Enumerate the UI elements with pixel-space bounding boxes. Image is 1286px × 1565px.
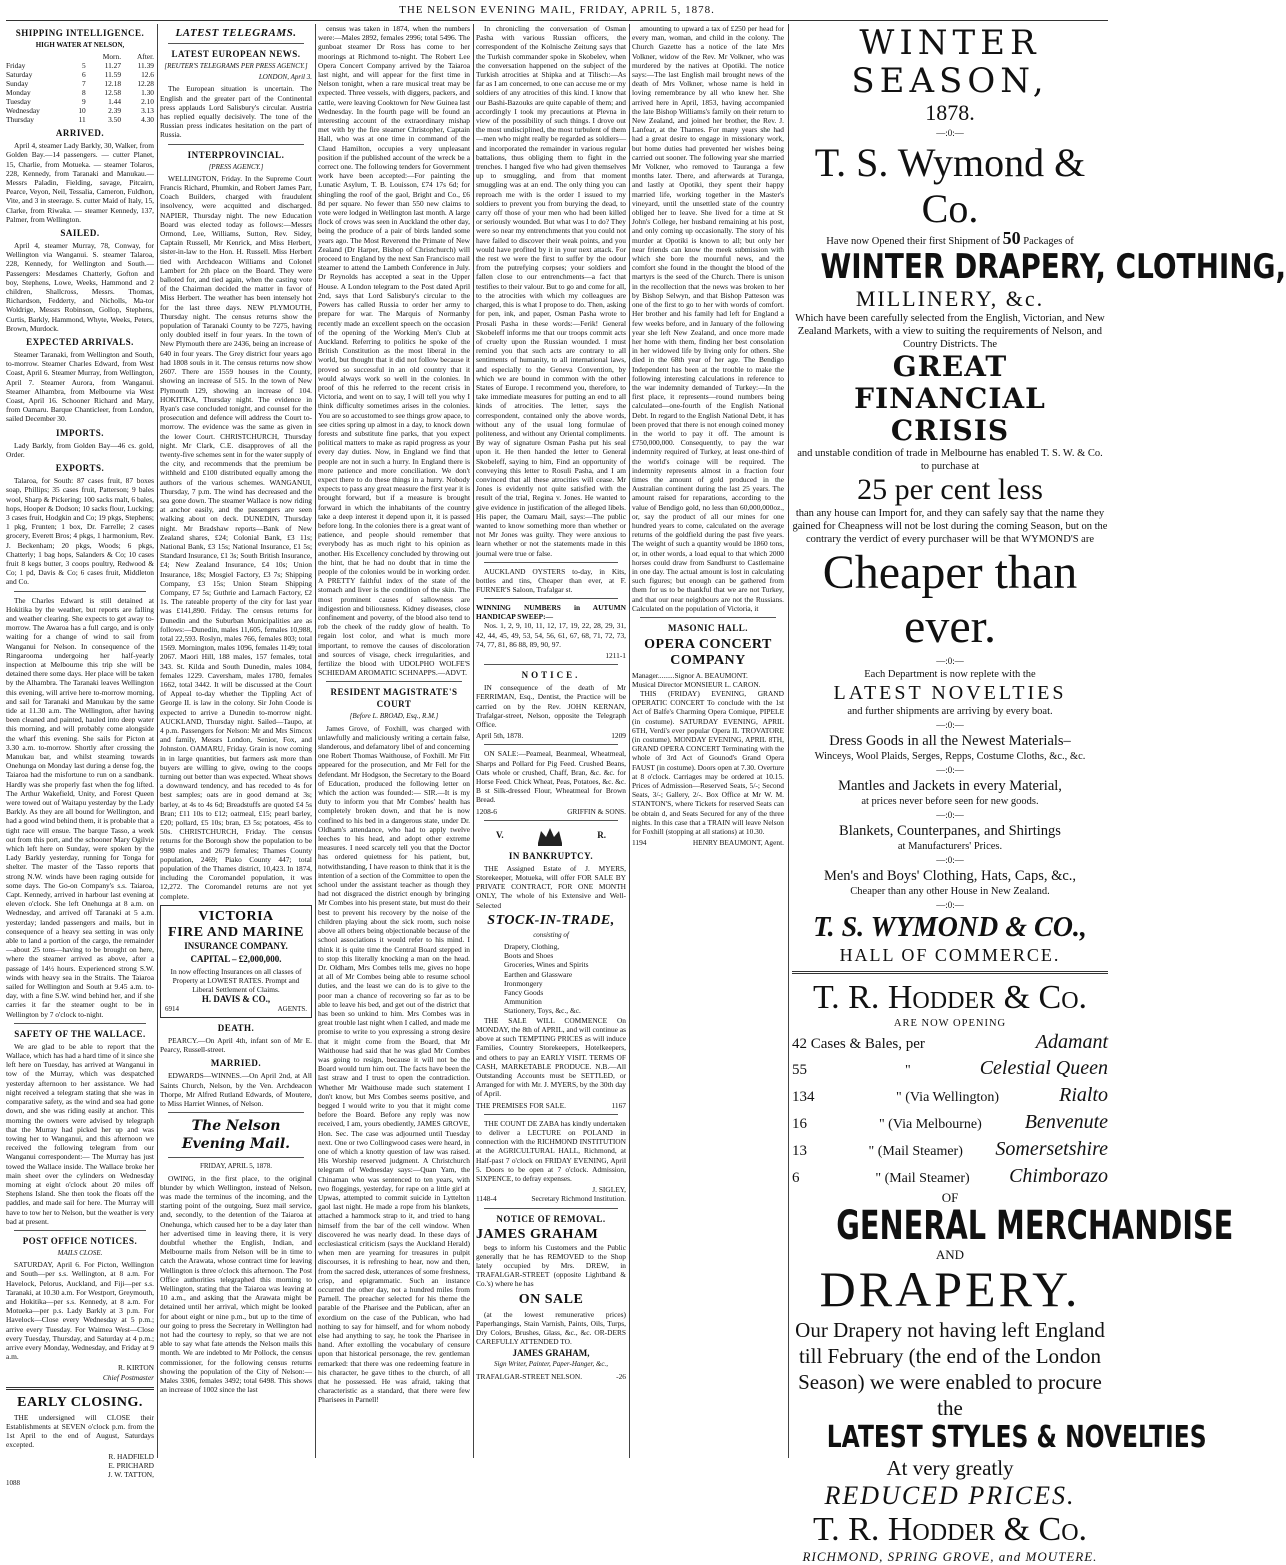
stock-item: Stationery, Toys, &c., &c.	[504, 1006, 581, 1016]
stock-item: Earthen and Glassware	[504, 969, 573, 979]
removal-name: JAMES GRAHAM	[476, 1226, 599, 1242]
latest-novelties-heading: LATEST NOVELTIES	[833, 682, 1067, 704]
drapery-heading: DRAPERY.	[819, 1261, 1081, 1317]
column-rule	[788, 24, 789, 1458]
general-merchandise-heading: GENERAL MERCHANDISE	[836, 1203, 1234, 1249]
cases-list	[792, 1030, 1108, 1191]
cases-count: 13	[792, 1143, 807, 1159]
closing-name-1: R. HADFIELD	[108, 1451, 154, 1461]
cases-count: 134	[792, 1089, 815, 1105]
opera-director: Musical Director MONSIEUR L. CARON.	[632, 680, 761, 689]
tide-header-cell: Morn.	[102, 52, 122, 62]
notice-heading: NOTICE.	[521, 670, 581, 681]
stock-item: Fancy Goods	[504, 988, 544, 998]
removal-address: TRAFALGAR-STREET NELSON.	[476, 1371, 583, 1381]
opera-heading: OPERA CONCERT COMPANY	[644, 637, 772, 668]
stock-heading: STOCK-IN-TRADE,	[487, 912, 615, 928]
ornament-divider: —:0:—	[936, 128, 964, 138]
tide-cell: 5	[82, 61, 86, 71]
our-drapery-text: Our Drapery not having left England till February (the end of the London Season) we were enabled to procure the	[795, 1318, 1105, 1420]
tide-row	[6, 97, 154, 106]
ornament-divider: —:0:—	[936, 855, 964, 865]
dress-goods-line: Dress Goods in all the Newest Materials–	[829, 733, 1071, 749]
sailed-text: April 4, steamer Murray, 78, Conway, for Wellington via Wanganui. S. steamer Talaroa, 228, Kennedy, for Wellington and South.—Passengers: Mesdames Chatterly, Gofton and boy, Stephens, Lowe, Weeks, Hammond and 2 children, Shallcross, Messrs. Thomas, Richardson, Fedderty, and Nicholls, Ma-tor Woldrige, Messrs Robinson, Gollop, Stephens, Curtis, Barkly, Hammond, Whyte, Weeks, Peters, Brown, Murdock.	[6, 241, 154, 333]
griffin-sale-text: ON SALE:—Peameal, Beanmeal, Wheatmeal, Sharps and Pollard for Pig Feed. Crushed Beans, Oats whole or crushed, Chaff, Bran, &c. &c. for Horse Feed. Chick Wheat, Peas, Potatoes, &c. &c. B st Silk-dressed Flour, Wheatmeal for Brown Bread.	[476, 749, 626, 805]
ornament-divider: —:0:—	[936, 656, 964, 666]
mantles-sub: at prices never before seen for new goods.	[861, 796, 1039, 807]
griffin-ref: 1208-6	[476, 806, 497, 816]
closing-name-2: E. PRICHARD	[108, 1460, 154, 1470]
tide-row	[6, 61, 154, 70]
death-heading: DEATH.	[217, 1023, 255, 1034]
ship-name: Benvenute	[1024, 1111, 1108, 1133]
ad-title-insurance: INSURANCE COMPANY.	[184, 940, 288, 951]
cases-count: 16	[792, 1116, 807, 1132]
tide-cell: Sunday	[6, 79, 29, 89]
tide-cell: 8	[82, 88, 86, 98]
divider	[14, 591, 146, 592]
court-sub: [Before L. BROAD, Esq., R.M.]	[349, 712, 439, 721]
divider	[484, 1114, 618, 1115]
cases-via: " (Mail Steamer)	[868, 1144, 963, 1159]
sweep-numbers: Nos. 1, 2, 9, 10, 11, 12, 17, 19, 22, 28, 29, 31, 42, 44, 45, 49, 53, 54, 56, 61, 67, 68, 71, 72, 73, 74, 77, 81, 86 88, 89, 90, 97.	[476, 621, 626, 649]
oysters-ad: AUCKLAND OYSTERS to-day, in Kits, bottles and tins, Cheaper than ever, at F. FURNER'S Saloon, Trafalgar st.	[476, 566, 626, 595]
stock-footer: THE PREMISES FOR SALE.	[476, 1100, 566, 1110]
cases-count: 42 Cases & Bales, per	[792, 1036, 925, 1052]
hodder-address: RICHMOND, SPRING GROVE, and MOUTERE.	[802, 1549, 1098, 1564]
removal-trade: Sign Writer, Painter, Paper-Hanger, &c.,	[494, 1360, 608, 1369]
tide-cell: 4.30	[141, 115, 154, 125]
financial-crisis-heading: GREAT FINANCIAL CRISIS	[854, 350, 1046, 447]
bankruptcy-text: THE Assigned Estate of J. MYERS, Storekeeper, Motueka, will offer FOR SALE BY PRIVATE CONTRACT, FOR ONE MONTH ONLY, The whole of his Extensive and Well-Selected	[476, 863, 626, 910]
cases-count: 55	[792, 1062, 807, 1078]
exports-heading: EXPORTS.	[55, 463, 105, 474]
ad-capital: CAPITAL – £2,000,000.	[190, 953, 282, 964]
royal-r: R.	[597, 830, 606, 841]
interprovincial-heading: INTERPROVINCIAL.	[187, 149, 285, 160]
wymond-opened-line	[792, 228, 1108, 248]
tide-header-cell: After.	[136, 52, 154, 62]
winter-drapery-heading: WINTER DRAPERY, CLOTHING,	[820, 247, 1286, 287]
shipping-heading: SHIPPING INTELLIGENCE.	[15, 28, 145, 38]
tide-cell: 1.30	[141, 88, 154, 98]
divider	[168, 144, 304, 145]
arrived-heading: ARRIVED.	[55, 128, 105, 139]
stock-list	[476, 942, 626, 1016]
ship-name: Adamant	[1035, 1031, 1108, 1053]
early-closing-text: THE undersigned will CLOSE their Establishments at SEVEN o'clock p.m. from the 1st April to the end of August, Saturdays excepted.	[6, 1412, 154, 1450]
opera-sign: HENRY BEAUMONT, Agent.	[692, 838, 784, 848]
ad-text: In now effecting Insurances on all classes of Property at LOWEST RATES. Prompt and Liberal Settlement of Claims.	[170, 966, 302, 994]
osman-pasha-text: In chronicling the conversation of Osman Pasha with various Russian officers, the correspondent of the Kolnische Zeitung says that the Turkish commander spoke in Skobelev, when the conversation happened on the subject of the Turkish atrocities at Shipka and at Tilisch:—As far as I am concerned, to one can accuse me or my soldiers of any atrocities of this kind. I know that our Bashi-Bazouks are quite capable of them; and accordingly I took my precautions at Plevna in view of the possibility of such things. I drove out the most undisciplined, the most turbulent of them—men who might really be regarded as soldiers—and incorporated the remainder in various regular battalions, thus obliging them to fight in the trenches. I hanged five who had given themselves up to smuggling, and from that moment smuggling was at an end. The only thing you can reproach me with is the order I issued to my soldiers to prevent you from burying the dead, to carry off those of your men who had been killed or seriously wounded. But what was I to do? They were so near my entrenchments that you could not have failed to discover their weak points, and you would have profited by it in your next attack. For the rest we were the first to suffer by the odour from the putrefying corpses; your soldiers and fallen close to our entrenchments—a fact that testifies to their valour. But to go and come for all, to the atrocities with which my colleagues are charged, this is what I propose to do. Then, asking for pen, ink, and paper, Osman Pasha wrote to Prosali Pasha in these words:—Ferik! General Skobeleff informs me that our troops commit acts of cruelty upon the Russian wounded. I must remind you that such acts are contrary to all sentiments of humanity, to all international laws, and especially to the Geneva Convention, by which we are bound in common with the other States of Europe. I recommend you, therefore, to take immediate measures for putting an end to all kinds of atrocities. The letter, says the correspondent, contained only the above words, without any of the usual long formulae of politeness, and without any Oriental compliments. By way of signature Osman Pasha put his seal upon it. He then handed the letter to General Skobeleff, saying to him, Find an opportunity of conveying this letter to Rosuli Pasha, and I am convinced that all these atrocities will cease. Mr Jones is evidently not quite satisfied with the result of the trial, Regina v. Jones. He wanted to give evidence in justification of the alleged libels. His paper, the Oamaru Mail, says:—The public wanted to know something more than whether or not Mr Jones was guilty. They were anxious to learn whether or not the statements made in this journal were true or false.	[476, 24, 626, 558]
post-office-heading: POST OFFICE NOTICES.	[22, 1235, 138, 1246]
opened-text: Have now Opened their first Shipment of	[826, 236, 1001, 247]
royal-v: V.	[496, 830, 504, 841]
exports-text: Talaroa, for South: 87 cases fruit, 87 boxes soap, Phillips; 35 cases fruit, Patterson; 9 bales wool, Sharp & Pickering; 100 sacks malt, 6 bales, hops, Hooper & Dodson; 10 sacks flour, Lucking; 3 cases fruit, Hodgkin and Co; 19 pkgs, Stephens; 1 pkg, Frunten; 1 box, Dr. Farrelle; 2 cases grocery, Everett Bros; 4 pkgs, 1 harmonium, Rev. J. Beckenham; 20 pkgs, Woods; 6 pkgs, Chatterly; 1 bag hops, Salanders & Co; 10 cases fruit 8 kegs butter, 3 coops poultry, Redwood & Co; 1 pd, Davis & Co; 6 cases fruit, Middleton and Co.	[6, 476, 154, 587]
reduced-prices-heading: REDUCED PRICES.	[824, 1481, 1076, 1510]
sweep-heading: WINNING NUMBERS in AUTUMN HANDICAP SWEEP:—	[476, 603, 626, 622]
european-news-source: [REUTER'S TELEGRAMS PER PRESS AGENCY.]	[164, 62, 308, 70]
hall-of-commerce: HALL OF COMMERCE.	[839, 945, 1061, 965]
mens-clothing-line: Men's and Boys' Clothing, Hats, Caps, &c.,	[823, 868, 1077, 884]
tide-cell: Saturday	[6, 70, 33, 80]
column-rule	[473, 24, 474, 1458]
stock-item: Ironmongery	[504, 978, 543, 988]
tide-row	[6, 70, 154, 79]
european-news-text: The European situation is uncertain. The English and the greater part of the Continental press applauds Lord Salisbury's circular. Austria has replied equally decisively. The tone of the Russian press indicates hesitation on the part of Russia.	[160, 84, 312, 140]
tide-cell: 10	[78, 106, 86, 116]
wallace-heading: SAFETY OF THE WALLACE.	[14, 1028, 146, 1039]
divider	[484, 820, 618, 821]
tide-header-cell	[6, 52, 71, 61]
divider	[640, 617, 776, 618]
tide-cell: 2.39	[108, 106, 122, 116]
double-divider	[6, 1387, 154, 1390]
cases-via: " (Via Wellington)	[896, 1090, 1000, 1105]
expected-text: Steamer Taranaki, from Wellington and South, to-morrow. Steamer Charles Edward, from West Coast, April 6. Steamer Murray, from Wellington, April 7. Steamer Aurora, from Wanganui. Steamer Alhambra, from Melbourne via West Coast, April 16. Schooner Richard and Mary, from Oamaru. Barque Chanticleer, from London, sailed December 30.	[6, 350, 154, 424]
ornament-divider: —:0:—	[936, 765, 964, 775]
ad-agents-label: AGENTS.	[277, 1004, 307, 1013]
opera-manager: Manager.........Signor A. BEAUMONT.	[632, 671, 748, 680]
ornament-divider: —:0:—	[936, 900, 964, 910]
mantles-line: Mantles and Jackets in every Material,	[838, 778, 1062, 794]
divider	[484, 1208, 618, 1209]
death-text: PEARCY.—On April 4th, infant son of Mr E. Pearcy, Russell-street.	[160, 1036, 312, 1055]
now-opening: ARE NOW OPENING	[893, 1018, 1007, 1029]
tide-cell: 3.50	[108, 115, 122, 125]
married-text: EDWARDS—WINNES.—On April 2nd, at All Saints Church, Nelson, by the Ven. Archdeacon Thorpe, Mr Alfred Rutland Edwards, of Moutere, to Miss Harriet Winnes, of Nelson.	[160, 1071, 312, 1109]
tide-cell: 12.58	[104, 88, 122, 98]
column-rule	[315, 24, 316, 1458]
removal-ref: -26	[616, 1371, 626, 1381]
victoria-insurance-ad	[160, 905, 312, 1018]
tide-row	[6, 88, 154, 97]
mens-clothing-sub: Cheaper than any other House in New Zealand.	[850, 886, 1050, 897]
tide-cell: Tuesday	[6, 97, 31, 107]
cases-row	[792, 1030, 1108, 1056]
opera-text: THIS (FRIDAY) EVENING, GRAND OPERATIC CONCERT To conclude with the 1st Act of Balfe's Charming Opera Comique, PIPELE (in costume). SATURDAY EVENING, APRIL 6TH, Verdi's ever popular Opera IL TROVATORE (in costume). MONDAY EVENING, APRIL 8TH, GRAND OPERA CONCERT Terminating with the whole of 3rd Act of Gounod's Grand Opera FAUST (in costume). Doors open at 7.30. Overture at 8 o'clock. Carriages may be ordered at 10.15. Prices of Admission—Reserved Seats, 5/-; Second Seats, 3/-; Gallery, 2/-. Box Office at Mr W. M. STANTON'S, where Tickets for reserved Seats can be obtain d, and Seats Secured for any of the three nights. In this case that a TRAIN will leave Nelson for Foxhill (stopping at all stations) at 10.30.	[632, 689, 784, 837]
divider	[484, 744, 618, 745]
imports-heading: IMPORTS.	[56, 427, 104, 438]
column-rule	[629, 24, 630, 1458]
and-word: AND	[935, 1247, 965, 1262]
paper-title: The Nelson Evening Mail.	[181, 1118, 291, 1153]
blankets-sub: at Manufacturers' Prices.	[897, 841, 1003, 852]
tide-cell: Friday	[6, 61, 26, 71]
tide-cell: 12.18	[104, 79, 122, 89]
married-heading: MARRIED.	[210, 1058, 262, 1069]
column-2	[160, 24, 312, 1458]
imports-text: Lady Barkly, from Golden Bay—46 cs. gold, Order.	[6, 440, 154, 459]
divider	[14, 1230, 146, 1231]
closing-ref: 1088	[6, 1479, 20, 1488]
hodder-firm-name: T. R. Hodder & Co.	[812, 979, 1088, 1016]
tide-row	[6, 106, 154, 115]
tide-row	[6, 79, 154, 88]
postmaster-name: R. KIRTON	[118, 1363, 154, 1373]
masthead-rule	[6, 20, 1108, 21]
cases-row	[792, 1164, 1108, 1191]
opera-ref: 1194	[632, 838, 647, 848]
european-news-dateline: LONDON, April 3.	[258, 73, 312, 82]
postmaster-title: Chief Postmaster	[102, 1372, 154, 1382]
griffin-sign: GRIFFIN & SONS.	[567, 806, 626, 816]
ship-name: Celestial Queen	[979, 1057, 1108, 1079]
count-de-zaba-text: THE COUNT DE ZABA has kindly undertaken to deliver a LECTURE on POLAND in connection with the RICHMOND INSTITUTION at the AGRICULTURAL HALL, Richmond, at Half-past 7 o'clock on FRIDAY EVENING, April 5. Doors to be open at 7 o'clock. Admission, SIXPENCE, to defray expenses.	[476, 1118, 626, 1183]
volkner-text: amounting to upward a tax of £250 per head for every man, woman, and child in the colony. The Church Gazette has a notice of the late Mrs Volkner, widow of the Rev. Mr Volkner, who was murdered by the natives at Opotiki. The notice says:—The last English mail brought news of the death of Mrs Volkner, whose name is held in loving remembrance by all who knew her. She arrived here in April, 1853, having accompanied the late Bishop Williams's family on their return to New Zealand, and joined her brother, the Rev. J. Lanfear, at the Thames. For many years she had had a great desire to engage in missionary work, but home duties had prevented her wishes being carried out sooner. The following year she married Mr Volkner, who removed to Tauranga a few months later. There, and afterwards at Turanga, and lastly at Opotiki, they spent their happy married life, working together in the Master's vineyard, until the unsettled state of the country obliged her to leave. She lived for a time at St John's College, her husband remaining at his post, and only coming up occasionally. The story of his murder at Opotiki is known to all; but only her near friends can know the meek submission with which she bore the mournful news, and the comfort she found in the thought the blood of the martyrs is the seed of the Church. There is unison in the recollection that the news was broken to her by Bishop Selwyn, and that Bishop Patteson was one of the first to go to her with words of comfort. Her brother and his family had left for England a few weeks before, and in January of the following year she left New Zealand, and once more made her home with them, finding her best consolation in her widowed life by living only for others. She died in the 68th year of her age. The Bendigo Independent has been at the trouble to make the following interesting calculations in reference to the war indemnity demanded of Turkey:—In the first place, it represents—round numbers being calculated—one-fourth of the English National Debt. In regard to the English National Debt, it has been proved that there is not enough coined money in the world to pay it off. The amount is £750,000,000. Consequently, to pay the war indemnity required of Turkey, at least one-third of the world's coinage will be required. The indemnity represents almost in a fraction four times the amount of gold produced in the Australian continent during the last 25 years. The amount raised for reparations, according to the value of Bendigo gold, no less than 60,000,000oz., or, say the product of all our mines for one hundred years to come, calculated on the average returns of the goldfield during the past five years. The weight of such a quantity would be 1860 tons, or, in other words, a load equal to that which 2000 horses could draw from Sandhurst to Castlemaine in one day. The actual amount is lost in calculating such figures; but enough can be gathered from them for us to be thankful that we are not Turkey, and that our near neighbours are not the Russians. Calculated on the population of Victoria, it	[632, 24, 784, 613]
column-6-advertisements	[792, 23, 1286, 1564]
millinery-heading: MILLINERY, &c.	[855, 286, 1045, 311]
column-3	[318, 24, 470, 1458]
ad-title-victoria: VICTORIA	[198, 908, 274, 924]
tide-header-row	[6, 52, 154, 61]
paper-date: FRIDAY, APRIL 5, 1878.	[199, 1162, 273, 1171]
ship-name: Somersetshire	[995, 1138, 1108, 1160]
notice-text: IN consequence of the death of Mr FERRIMAN, Esq., Dentist, the Practice will be carried on by the Rev. JOHN KERNAN, Trafalgar-street, Nelson, opposite the Telegraph Office.	[476, 683, 626, 730]
divider	[14, 1023, 146, 1024]
news-paragraphs: census was taken in 1874, when the numbers were:—Males 2892, females 2996; total 5496. The gunboat steamer Dr Ross has come to her moorings at Richmond to-night. The Robert Lee Opera Concert Company arrived by the Taiaroa last night, and will appear for the first time in Nelson tonight, when a rare musical treat may be expected. Three vessels, with diggers, packers, and cattle, were leaving Cooktown for New Guinea last Wednesday. In the fourth page will be found an interesting account of the extraordinary mishap met with by the fire steamer Christopher, Captain Hall, who was at one time in command of the Claud Hamilton, occupies a very unpleasant position if the published account of the wreck be a correct one. The following tenders for Government work have been accepted:—For painting the Lunatic Asylum, T. B. Louisson, £74 17s 6d; for shingling the roof of the gaol, Bright and Co., £6 8d per square. No fewer than 550 new claims to vote were lodged in Wellington last month. A large flock of crows was seen in Auckland the other day, being the produce of a pair of birds landed some years ago. The Most Reverend the Primate of New Zealand (Dr Harper, Bishop of Christchurch) will proceed to England by the next San Francisco mail steamer to attend the Lambeth Conference in July. Dr Reynolds has accepted a seat in the Upper House. A London telegram to the Post dated April 2nd, says that Lord Salisbury's circular to the Powers has called Russia to order her army to prepare for war. The Marquis of Normanby recently made an excellent speech on the occasion of the opening of the Working Men's Club at Auckland. Referring to politics he spoke of the British Constitution as the most liberal in the world, but thought that it did not follow because it proved so successful in an old country that it would always work so well in the colonies. In proof of this he referred to the recent crisis in Victoria, and went on to say, I will tell you why I think difficulty sometimes arises in the colonies. You are so accustomed to see things grow apace, to see cities spring up almost in a day, to knock down forests and substitute fine parks, that you expect political matters to make as rapid progress as your every day duties. Now, in England we find that people are not in such a hurry. In England there is more patience and more conciliation. We don't expect there to do these things in a hurry. Nobody expects to pass any great measure the first year it is brought forward, but if a measure is brought forward in which the inhabitants of the country take a deep interest it depend upon it, it is passed before long. In the colonies there is a great want of patience, and people should remember that everybody has as much right to his opinion as another. His Excellency concluded by throwing out the hint, that he had no doubt that in time the people of the colonies would be in working order. A PRETTY faithful index of the state of the stomach and liver is the condition of the skin. The most prominent causes of sallowness are indigestion and biliousness. Kidney diseases, close confinement and poverty, of the blood also tend to rob the cheek of the ruddy glow of health. To regain lost color, and what is much more important, to remove the causes of discoloration and sources of visage, check irregularities, and fertilize the blood with UDOLPHO WOLFE'S SCHIEDAM AROMATIC SCHNAPPS.—ADVT.	[318, 24, 470, 678]
stock-item: Drapery, Clothing,	[504, 942, 560, 952]
dress-goods-sub: Winceys, Wool Plaids, Serges, Repps, Costume Cloths, &c., &c.	[814, 751, 1086, 762]
editorial-text: OWING, in the first place, to the original blunder by which Wellington, instead of Nelson, was made the terminus of the incoming, and the starting point of the outgoing, Suez mail service, and, secondly, to the detention of the Taiaroa at Onehunga, which caused her to be a day later than her advertised time in leaving there, it is very doubtful whether the English, Indian, and Melbourne mails from Nelson will be in time to catch the Arawata, whose contract time for leaving Wellington is three o'clock this afternoon. The Post Office authorities telegraphed this morning to Wellington, stating that the Taiaroa was leaving at 10 a.m., and asking that the Arawata might be detained until her arrival, which might be looked for about eight or nine p.m., but up to the time of our going to press the Secretary in Wellington had not had the courtesy to reply, so that we are not able to say what fate attends the Nelson mails this month. We are indebted to Mr Pollock, the census commissioner, for the following census returns showing the population of the City of Nelson:—Males 3306, females 3492; total 6498. This shows an increase of 1002 since the last	[160, 1173, 312, 1395]
tide-table	[6, 52, 154, 124]
tide-cell: 1.44	[108, 97, 122, 107]
cases-row	[792, 1083, 1108, 1110]
cases-row	[792, 1137, 1108, 1164]
stock-item: Boots and Shoes	[504, 951, 554, 961]
blankets-line: Blankets, Counterpanes, and Shirtings	[839, 823, 1061, 839]
removal-text: begs to inform his Customers and the Public generally that he has REMOVED to the Shop lately occupied by Mrs. DREW, in TRAFALGAR-STREET (opposite Lightband & Co.'s) where he has	[476, 1242, 626, 1289]
column-4	[476, 24, 626, 1458]
tide-cell: 11	[78, 115, 86, 125]
tide-cell: 12.28	[137, 79, 154, 89]
crisis-text: and unstable condition of trade in Melbourne has enabled T. S. W. & Co. to purchase at	[797, 448, 1103, 472]
tide-row	[6, 115, 154, 124]
opened-tail: Packages of	[1023, 236, 1074, 247]
department-text: Each Department is now replete with the	[864, 669, 1036, 680]
tide-cell: Thursday	[6, 115, 34, 125]
masthead: THE NELSON EVENING MAIL, FRIDAY, APRIL 5, 1878.	[399, 4, 715, 16]
ship-name: Rialto	[1059, 1084, 1108, 1106]
mails-heading: MAILS CLOSE.	[57, 1248, 103, 1257]
mails-text: SATURDAY, April 6. For Picton, Wellington and South—per s.s. Wellington, at 8 a.m. For Havelock, Pelorus, Auckland, and Fiji—per s.s. Taranaki, at 10.30 a.m. For Westport, Greymouth, and Hokitika—per s.s. Kennedy, at 8 a.m. For Motueka—per p.s. Lady Barkly at 3 p.m. For Havelock—Close every Wednesday at 5 p.m.; arrive every Tuesday. For Waimea West—Close every Tuesday, Thursday, and Saturday at 4 p.m.; arrive every Monday, Wednesday, and Friday at 9 a.m.	[6, 1260, 154, 1362]
wallace-text: We are glad to be able to report that the Wallace, which has had a hard time of it since she left here on Tuesday, has arrived at Wanganui in tow of the Murray, which was despatched yesterday afternoon to her assistance. We had night received a telegram stating that she was in comparative safety, as the wind and sea had gone down, and she was riding easily at anchor. This morning the owners were advised by telegraph that the Murray had picked her up and was towing her to Wanganui, and this afternoon we received the following telegram from our Wanganui correspondent:— The Murray has just towed the Wallace inside. The Wallace broke her main sheet over the cylinders on Wednesday morning at eight o'clock about 20 miles off Stephens Island. She then took the floats off the paddles, and made sail for here. The Murray will have to tow her to Nelson, but the weather is very bad at present.	[6, 1041, 154, 1226]
winter-season-heading: WINTER SEASON,	[851, 23, 1049, 101]
double-divider	[792, 971, 1108, 974]
cases-row	[792, 1110, 1108, 1137]
removal-list: (at the lowest remunerative prices) Paperhangings, Stain Varnish, Paints, Oils, Turps, Dry Colors, Brushes, Glass, &c., &c. OR-DERS CAREFULLY ATTENDED TO.	[476, 1309, 626, 1347]
ornament-divider: —:0:—	[936, 810, 964, 820]
masonic-hall-heading: MASONIC HALL.	[667, 623, 748, 633]
greatly-text: At very greatly	[886, 1456, 1014, 1480]
latest-telegrams-heading: LATEST TELEGRAMS.	[175, 27, 297, 39]
cheaper-heading: Cheaper than ever.	[822, 546, 1078, 653]
cases-via: "	[904, 1063, 911, 1078]
stock-item: Ammunition	[504, 997, 542, 1007]
cases-via: " (Mail Steamer)	[875, 1171, 970, 1186]
count-ref: 1148-4	[476, 1194, 497, 1204]
tide-cell: 3.13	[141, 106, 154, 116]
column-rule	[157, 24, 158, 1458]
bankruptcy-heading: IN BANKRUPTCY.	[508, 850, 594, 861]
cases-row	[792, 1056, 1108, 1083]
cases-via: " (Via Melbourne)	[878, 1117, 982, 1132]
column-5	[632, 24, 784, 1458]
divider	[484, 598, 618, 599]
closing-name-3: J. W. TATTON,	[107, 1470, 154, 1479]
divider	[326, 681, 462, 682]
shipping-news: The Charles Edward is still detained at Hokitika by the weather, but reports are falling and weather clearing. She expects to get away to-morrow. The Awaroa has a full cargo, and is only waiting for a change of wind to sail from Wanganui for Nelson. In consequence of the Ringarooma undergoing her half-yearly inspection at Melbourne this trip she will be detained there some days. Her place will be taken by the Alhambra. The Taranaki leaves Wellington this evening, will arrive here to-morrow morning, and sail for Taranaki and Manukau by the same tide at 11.30 a.m. The Wellington, after having been cleaned and painted, hauled into deep water this morning, and will probably come alongside the wharf this evening. She sails for Picton at 3.30 a.m. to-morrow. Shortly after crossing the Manukau bar, and whilst steaming towards Onehunga on Monday last during a dense fog, the Taiaroa had the misfortune to run on a sandbank. Hardly was she properly fast when the fog lifted. The Arthur Wakefield, Unity, and Forest Queen were towed out of Waitapu yesterday by the Lady Barkly. As they are all bound for Wellington, and had a good wind behind them, it is probable that a tight race will ensue. The barque Tasso, a week out from this port, and the schooner Mary Ogilvie which left here on Sunday, were spoken by the Lady Barkly yesterday, running for Tonga for shelter. The master of the Tasso reports that strong N.W. winds have been raging outside for some days. The Go-on Company's s.s. Taiaroa, Capt. Kennedy, arrived in harbour last evening at eleven o'clock. She left Onehunga at 8 a.m. on Wednesday, and arrived off Taranaki at 5 a.m. yesterday; landed passengers and mails, but in consequence of a heavy sea setting in was only able to land a portion of the cargo, the remainder—about 25 tons—having to be brought on here, where the steamer arrived as above, after a passage of 14½ hours. Experienced strong S.W. winds with heavy sea in the Straits. The Taiaroa sailed for Wellington and South at 9.45 a.m. to-day, with a fine S.W. wind behind her, and if she carries it far the steamer ought to be in Wellington by 7 o'clock to-night.	[6, 595, 154, 1019]
removal-on-sale: ON SALE	[518, 1291, 584, 1307]
of-word: OF	[941, 1190, 959, 1205]
arrived-text: April 4, steamer Lady Barkly, 30, Walker, from Golden Bay.—14 passengers. — cutter Planet, 15, Charlie, from Motueka. — steamer Tolaros, 228, Kennedy, from Taranaki and Manukau.—Messrs Paladin, Fielding, savage, Pitcairn, Pearce, Veyon, Neil, Tessalia, Cameron, Fuldhon, Vite, and 3 in steerage. S. cutter Maid of Italy, 15, Clarke, from Riwaka. — steamer Kennedy, 137, Palmer, from Wellington.	[6, 141, 154, 224]
tide-cell: Wednesday	[6, 106, 40, 116]
stock-sub: consisting of	[533, 930, 569, 939]
tide-cell: 12.6	[141, 70, 154, 80]
divider	[168, 1112, 304, 1113]
tide-heading: HIGH WATER AT NELSON,	[35, 41, 125, 49]
percent-text: than any house can Import for, and they can safely say that the name they gained for Cheapness will not be lost during the coming Season, but on the contrary the verdict of every purchaser will be that WYMOND'S are	[792, 508, 1108, 545]
royal-crest-icon	[535, 825, 565, 847]
cases-count: 6	[792, 1170, 800, 1186]
count-sign-name: J. SIGLEY,	[592, 1185, 626, 1195]
tide-cell: Monday	[6, 88, 31, 98]
wymond-firm-name: T. S. Wymond & Co.	[814, 140, 1086, 231]
removal-sign: JAMES GRAHAM,	[512, 1348, 590, 1359]
tide-cell: 2.10	[141, 97, 154, 107]
tide-cell: 11.39	[137, 61, 154, 71]
shipments-text: and further shipments are arriving by every boat.	[847, 706, 1053, 717]
expected-heading: EXPECTED ARRIVALS.	[26, 337, 134, 348]
divider	[484, 664, 618, 665]
removal-heading: NOTICE OF REMOVAL.	[496, 1213, 606, 1224]
ad-title-fire: FIRE AND MARINE	[168, 924, 304, 940]
column-1	[6, 24, 154, 1488]
stock-ref: 1167	[611, 1100, 626, 1110]
interprovincial-text: WELLINGTON, Friday. In the Supreme Court Francis Richard, Phumkin, and Robert James Parr, Coach Builders, charged with fraudulent insolvency, were acquitted and discharged. NAPIER, Thursday night. The new Education Board was elected today as follows:—Messrs Ormond, Lee, Williams, Sutton, Rev. Sidey, Captain Russell, Mr Kenrick, and Miss Herbert, sister-in-law to the Hon. H. Russell. Miss Herbert tied with Archdeacon Williams and Colonel Lambert for 2th place on the Board. They were balloted for, and tied again, when the casting vote of the Chairman decided the matter in favor of Miss Herbert. The weather has been intensely hot for the last three days. NEW PLYMOUTH, Thursday night. The census returns show the population of Taranaki County to be 7275, having only doubled itself in four years. In the town of New Plymouth there are 2436, being an increase of 640 in four years. The Grey district four years ago had 1808 souls in it. The census returns now show 2607. There are 1559 houses in the County, showing an increase of 515. In the town of New Plymouth 129, showing an increase of 104. HOKITIKA, Thursday night. The evidence in Ryan's case concluded tonight, and counsel for the prosecution and defence will address the Court to-morrow. The evidence was the same as given in the lower Court. CHRISTCHURCH, Thursday night. Mr Clark, C.E. disapproves of all the twenty-five schemes sent in for the water supply of the city, and recommends that the premium be withheld and £100 distributed equally among the authors of the various schemes. WANGANUI, Thursday, 7 p.m. The wind has decreased and the sea gone down. The steamer Wallace is now riding at anchor easily, and the passengers are seen walking about on deck. DUNEDIN, Thursday night. Mr Bradshaw reports—Bank of New Zealand shares, £24; Colonial Bank, £3 11s; National Bank, £3 15s; National Insurance, £1 5s; Standard Insurance, £1 3s; South British Insurance, £4; New Zealand Insurance, £4 10s; Union Insurance, 18s; Mosgiel Factory, £3 7s; Shipping Company, £3 15s; Union Steam Shipping Company, £7 5s; Guthrie and Larnach Factory, £2 1s. The rateable property of the city for last year was £141,890. Friday. The census returns for Dunedin and the Suburban Municipalities are as follows:—Dunedin, males 11,605, females 10,988, total 22,593. Roslyn, males 766, females 803; total 1569. Mornington, males 1096, females 1149; total 2067. Maori Hill, 188 males, 157 females, total 343. St. Kilda and South Dunedin, males 1084, females 1229. Caversham, males 1780, females 1662, total 3442. It will be discussed at the Court of Appeal to-day whether the Tippling Act of George II. is law in the colony. Sir John Coode is expected to arrive a Dunedin to-morrow night. AUCKLAND, Thursday night. Sailed—Taupo, at 4 p.m. Passengers for Nelson: Mr and Mrs Simcox and family, Messrs London, Senior, Fox, and Johnston. OAMARU, Friday. Grain is now coming in in large quantities, but farmers ask more than buyers are willing to give, owing to the coops turning out better than was expected. Wheat shows a downward tendency, and has receded to 4s for best samples; oats are in good demand at 3s; barley, at 4s to 4s 6d; Breadstuffs are quoted £4 5s Bran; £11 10s to £12; oatmeal, £15; pearl barley, £20; pollard, £5 10s; bran, £3 5s; potatoes, 45s to 50s. CHRISTCHURCH, Friday. The census returns for the Borough show the population to be 9980 males and 2679 females; Thames County population, 2469; Piako County 447; total population of the Thames district, 10,423. In 1874, including the Coromandel population, it was 12,272. The Coromandel returns are not yet complete.	[160, 173, 312, 901]
winter-season-year: 1878.	[925, 100, 975, 125]
tide-cell: 6	[82, 70, 86, 80]
tide-cell: 9	[82, 97, 86, 107]
early-closing-heading: EARLY CLOSING.	[17, 1394, 143, 1410]
sweep-ref: 1211-1	[605, 651, 626, 660]
opened-count: 50	[1002, 228, 1021, 248]
sailed-heading: SAILED.	[60, 228, 100, 239]
tide-cell: 7	[82, 79, 86, 89]
hodder-firm-name-2: T. R. Hodder & Co.	[812, 1511, 1088, 1548]
latest-styles-heading: LATEST STYLES & NOVELTIES	[826, 1420, 1207, 1455]
wymond-signature: T. S. WYMOND & CO.,	[813, 912, 1087, 943]
percent-less-heading: 25 per cent less	[857, 473, 1043, 506]
tide-cell: 11.27	[104, 61, 122, 71]
count-sign-title: Secretary Richmond Institution.	[531, 1194, 626, 1204]
divider	[168, 43, 304, 44]
stock-item: Groceries, Wines and Spirits	[504, 960, 589, 970]
tide-cell: 11.59	[104, 70, 122, 80]
notice-ref: 1209	[611, 731, 626, 741]
european-news-heading: LATEST EUROPEAN NEWS.	[171, 49, 301, 59]
divider	[484, 562, 618, 563]
stock-text: THE SALE WILL COMMENCE On MONDAY, the 8th of APRIL, and will continue as above at such TEMPTING PRICES as will induce Families, Country Storekeepers, Hotelkeepers, and others to pay an EARLY VISIT. TERMS OF CASH, MARKETABLE PRODUCE. N.B.—All Outstanding Accounts must be SETTLED, or Arranged for with Mr. J. MYERS, by the 30th day of April.	[476, 1015, 626, 1099]
tide-header-cell	[71, 52, 85, 61]
divider	[168, 1157, 304, 1158]
ship-name: Chimborazo	[1009, 1165, 1108, 1187]
ad-ref: 6914	[165, 1004, 179, 1013]
ornament-divider: —:0:—	[936, 720, 964, 730]
court-text: James Grove, of Foxhill, was charged with unlawfully and maliciously writing a certain false, slanderous, and defamatory libel of and concerning one Robert Thomas Waithouse, of Foxhill. Mr Fitt appeared for the prosecution, and Mr Fell for the defendant. Mr Hodgson, the Secretary to the Board of Education, produced the following letter on which the action was founded:— SIR.—It is my duty to inform you that Mr Combes' health has completely broken down, and that he is now confined to his bed in a dangerous state, under Dr. Oldham's attendance, who had to apply twelve leeches to his head, and adopt other extreme measures. I need scarcely tell you that the Doctor has ordered quietness for his patient, but, notwithstanding, I have reason to think that it is the intention of a section of the Committee to open the school under the assistant teacher as though they had not disgraced the district enough by bringing Mr Combes into his present state, but must do their best to prevent his recovery by the noise of the children playing about the sick room, such noise above all others being objectionable because of the school associations it would refer to his mind. I think it is quite time the Central Board stepped in to stop this literally knocking a man on the head. Dr. Oldham, Mrs Combes tells me, gives no hope at all of Mr Combes being able to resume school duties, and the least we can do is to give to the poor man a chance of recovering so far as to be able to leave his bed, and get out of the district that has been so unkind to him. Mrs Combes was in great trouble last night when I called, and made me promise to write to you expressing a strong desire that it might come from the Board, that Mr Waithouse had said that he was glad Mr Combes was going to resign, because it will not be the Board would turn him out. The facts have been the last straw and I trust to open the contradiction. Whether Mr Waithouse made such statement I don't know, but Mrs Combes seems positive, and begged I would write to you that it might come before the Board. Before any reply was now received, I am, yours obediently, JAMES GROVE, Hon. Sec. The case was adjourned until Tuesday next. One or two Collingwood cases were heard, in one of which a knotty question of law was raised. His Worship reserved judgment. A Christchurch telegram of Wednesday says:—Quan Yam, the Chinaman who was sentenced to ten years, with two floggings, yesterday, for rape on a little girl at Upwas, attempted to commit suicide in Lyttelton gaol last night. He made a rope from his blankets, attached a hammock strap to it, and tried to hang himself from the bar of the cell window. When discovered he was nearly dead. In these days of ecclesiastical criticism (says the Auckland Herald) when men are yearning for treasures in pulpit discourses, it is refreshing to hear, now and then, from the sacred desk, utterances of some freshness, crisp, and epigrammatic. Such an instance occurred the other day, not a hundred miles from Parnell. The preacher selected for his theme the parable of the Pharisee and the Publican, after an exordium on the case of the Publican, who had nothing to say for himself, and for whom nobody else had anything to say, he took the Pharisee in hand. After extolling the vocabulary of censure upon that historical personage, the rev. gentleman remarked: that there was one redeeming feature in his character, he gave tithes to the church, of all that he possessed. He was afraid, taking that characteristic as a standard, that there were few Pharisees in Parnell!	[318, 723, 470, 1405]
interprovincial-source: [PRESS AGENCY.]	[208, 162, 264, 171]
notice-date: April 5th, 1878.	[476, 731, 524, 741]
ad-agent: H. DAVIS & CO.,	[201, 993, 271, 1004]
court-heading: RESIDENT MAGISTRATE'S COURT	[330, 687, 458, 710]
selected-text: Which have been carefully selected from the English, Victorian, and New Zealand Markets, with a view to suiting the requirements of Nelson, and Country Districts. The	[795, 313, 1105, 350]
